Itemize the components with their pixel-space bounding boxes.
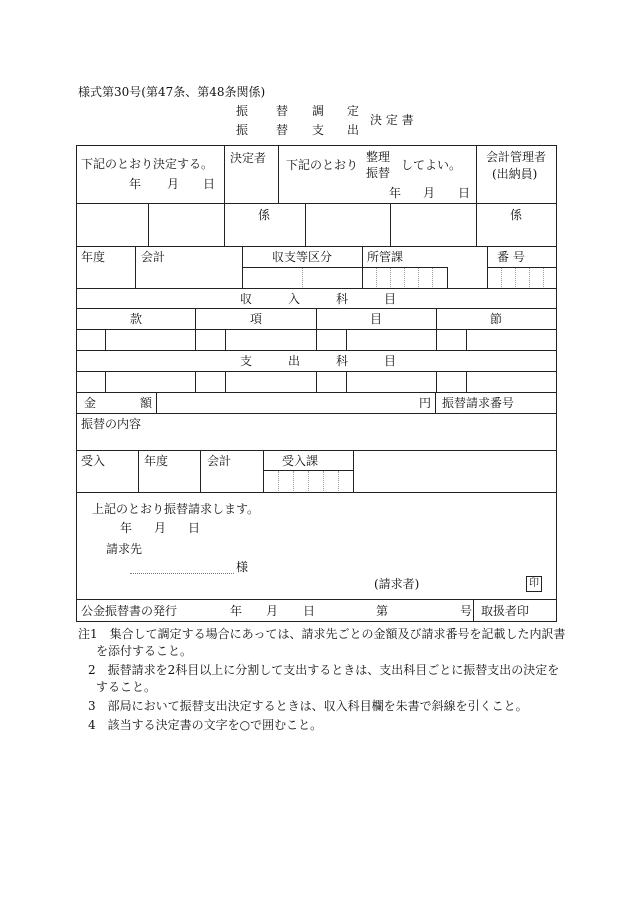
transfer-request-number-label: 振替請求番号 [442,396,515,410]
digit-separator [529,268,530,287]
digit-separator [515,268,516,287]
rule [138,450,139,492]
rule [242,267,447,268]
receipt-fiscal-year: 年度 [144,454,169,468]
date-day: 日 [303,604,316,618]
digit-separator [404,268,405,287]
revenue-title-char: 目 [384,292,397,306]
expense-title-char: 支 [240,354,253,368]
digit-separator [543,268,544,287]
number-label: 番 号 [497,250,525,264]
digit-separator [293,471,294,491]
note-line: すること。 [96,680,157,694]
accountant-label: 会計管理者 [486,150,547,164]
rule [346,329,347,350]
rule [195,308,196,350]
title-char: 出 [347,123,360,137]
amount-label: 額 [140,396,153,410]
revenue-category-label: 収支等区分 [272,250,333,264]
column-setsu: 節 [490,312,503,326]
rule [195,371,196,392]
recipient-dotted-line [130,573,234,574]
rule [436,371,437,392]
title-char: 調 [312,104,325,118]
title-suffix: 決 定 書 [370,113,414,127]
rule [225,371,226,392]
handler-seal-label: 取扱者印 [481,604,530,618]
rule [353,450,354,492]
rule [76,392,557,393]
date-day: 日 [458,186,471,200]
column-moku: 目 [370,312,383,326]
date-day: 日 [203,177,216,191]
title-char: 替 [276,123,289,137]
rule [263,450,264,492]
expense-title-char: 科 [336,354,349,368]
rule [76,492,557,493]
request-statement: 上記のとおり振替請求します。 [92,502,260,516]
amount-label: 金 [84,396,97,410]
rule [224,145,225,246]
rule [76,350,557,351]
rule [476,145,477,246]
amount-unit: 円 [419,396,432,410]
date-day: 日 [188,521,201,535]
expense-title-char: 目 [384,354,397,368]
department-label: 所管課 [367,250,404,264]
title-char: 替 [276,104,289,118]
note-line: 注1 集合して調定する場合にあっては、請求先ごとの金額及び請求番号を記載した内訳書 [78,627,566,641]
digit-separator [323,471,324,491]
rule [76,145,77,621]
digit-separator [376,268,377,287]
number-prefix: 第 [376,604,389,618]
rule [316,308,317,350]
digit-separator [432,268,433,287]
resolve-option: 振替 [366,166,391,180]
rule [305,203,306,246]
date-year: 年 [129,177,142,191]
receipt-account: 会計 [207,454,232,468]
date-year: 年 [389,186,402,200]
rule [76,621,557,622]
revenue-title-char: 科 [336,292,349,306]
decided-text: 下記のとおり決定する。 [81,157,214,171]
rule [556,145,557,621]
digit-separator [278,471,279,491]
digit-separator [302,268,303,287]
rule [156,392,157,413]
note-line: を添付すること。 [96,644,193,658]
rule [278,145,279,203]
rule [105,329,106,350]
date-month: 月 [423,186,436,200]
note-line: 4 該当する決定書の文字を○で囲むこと。 [88,718,323,732]
staff-label: 係 [510,208,523,222]
fiscal-year-label: 年度 [81,250,106,264]
receiving-department-label: 受入課 [282,454,319,468]
account-label: 会計 [141,250,166,264]
rule [76,450,557,451]
date-year: 年 [120,521,133,535]
treasurer-label: (出納員) [492,167,538,181]
title-char: 定 [347,104,360,118]
rule [487,246,488,288]
rule [135,246,136,288]
date-month: 月 [266,604,279,618]
expense-title-char: 出 [288,354,301,368]
rule [473,599,474,621]
title-char: 振 [236,104,249,118]
digit-separator [418,268,419,287]
requester-label: (請求者) [374,577,420,591]
rule [466,371,467,392]
rule [200,450,201,492]
note-line: 2 振替請求を2科目以上に分割して支出するときは、支出科目ごとに振替支出の決定を [88,663,560,677]
seal-box: 印 [526,576,542,592]
digit-separator [338,471,339,491]
recipient-label: 請求先 [106,542,143,556]
rule [435,392,436,413]
digit-separator [501,268,502,287]
rule [225,329,226,350]
rule [242,246,243,288]
decider-label: 決定者 [230,151,267,165]
form-number: 様式第30号(第47条、第48条関係) [78,85,266,99]
receipt-label: 受入 [81,454,106,468]
revenue-title-char: 入 [288,292,301,306]
rule [362,246,363,288]
rule [76,413,557,414]
rule [105,371,106,392]
date-month: 月 [154,521,167,535]
title-char: 支 [312,123,325,137]
rule [390,203,391,246]
revenue-title-char: 収 [240,292,253,306]
rule [76,145,557,146]
rule [76,288,557,289]
rule [316,371,317,392]
column-kan: 款 [130,312,143,326]
rule [436,308,437,350]
digit-separator [390,268,391,287]
date-year: 年 [230,604,243,618]
rule [76,246,557,247]
rule [76,599,557,600]
date-month: 月 [167,177,180,191]
honorific: 様 [236,560,249,574]
rule [346,371,347,392]
column-kou: 項 [250,312,263,326]
staff-label: 係 [258,208,271,222]
rule [466,329,467,350]
resolve-suffix: してよい。 [401,158,462,172]
rule [148,203,149,246]
title-char: 振 [236,123,249,137]
transfer-details-label: 振替の内容 [81,417,142,431]
resolve-option: 整理 [366,150,391,164]
resolve-prefix: 下記のとおり [286,158,359,172]
issue-label: 公金振替書の発行 [81,604,178,618]
digit-separator [308,471,309,491]
rule [447,267,448,288]
number-suffix: 号 [460,604,473,618]
rule [487,267,557,268]
note-line: 3 部局において振替支出決定するときは、収入科目欄を朱書で斜線を引くこと。 [88,699,528,713]
